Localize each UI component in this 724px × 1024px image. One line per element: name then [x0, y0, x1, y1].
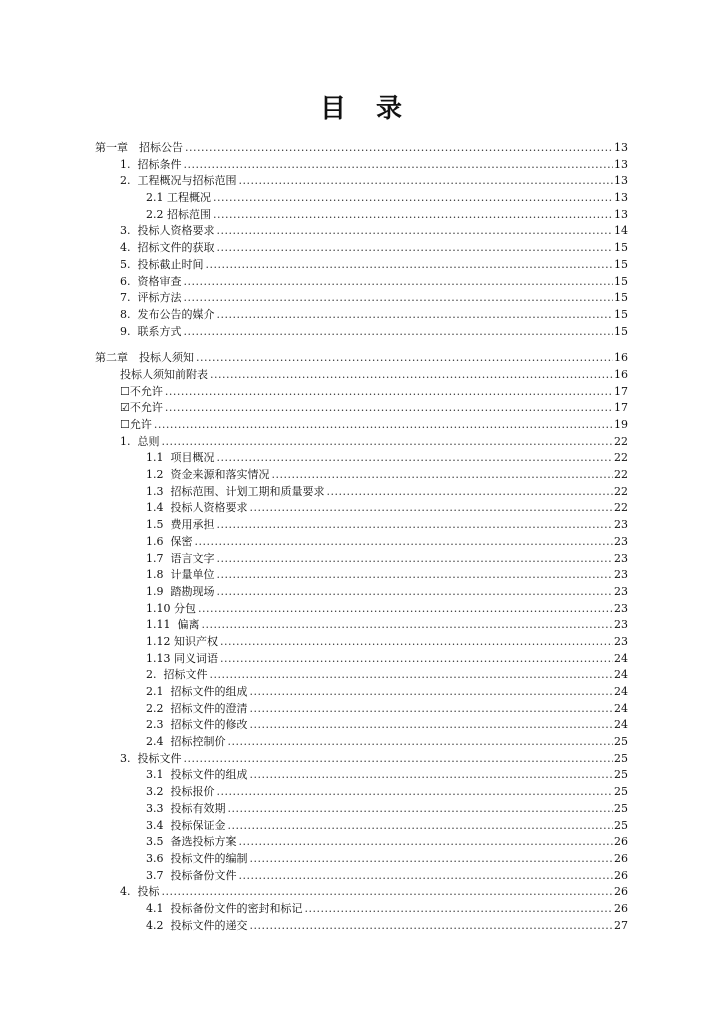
- toc-label-text: 3. 投标文件: [120, 751, 182, 765]
- toc-entry[interactable]: [120, 751, 628, 768]
- dot-leader: [206, 257, 614, 274]
- toc-label-text: 2. 招标文件: [146, 668, 208, 682]
- toc-label-text: 3.1 投标文件的组成: [146, 768, 248, 782]
- dot-leader: [250, 918, 614, 935]
- dot-leader: [272, 467, 614, 484]
- dot-leader: [217, 551, 614, 568]
- toc-label: [120, 240, 216, 257]
- dot-leader: [239, 834, 614, 851]
- toc-entry[interactable]: [120, 400, 628, 417]
- toc-label: [120, 367, 209, 384]
- toc-label-text: 1.8 计量单位: [146, 568, 215, 582]
- toc-label-text: 不允许: [129, 384, 163, 398]
- toc-label: [146, 567, 216, 584]
- toc-page-number: 13: [614, 174, 628, 188]
- toc-entry[interactable]: [146, 517, 628, 534]
- dot-leader: [217, 223, 614, 240]
- dot-leader: [184, 290, 614, 307]
- toc-page-number: 25: [614, 751, 628, 765]
- toc-label: [146, 190, 212, 207]
- toc-label: [120, 751, 183, 768]
- dot-leader: [250, 851, 614, 868]
- toc-label: 第一章 招标公告: [95, 141, 183, 154]
- toc-page-number: 23: [614, 618, 628, 632]
- toc-label-text: 1.2 资金来源和落实情况: [146, 468, 270, 482]
- toc-label: [146, 717, 249, 734]
- toc-entry[interactable]: [146, 207, 628, 224]
- toc-label: [146, 684, 249, 701]
- dot-leader: [327, 484, 614, 501]
- toc-page-number: 24: [614, 718, 628, 732]
- toc-page-number: 23: [614, 551, 628, 565]
- dot-leader: [195, 534, 614, 551]
- toc-chapter-2-items: [0, 367, 724, 934]
- toc-label: [146, 450, 216, 467]
- toc-label: [146, 207, 212, 224]
- toc-page-number: 24: [614, 668, 628, 682]
- toc-entry[interactable]: [120, 884, 628, 901]
- toc-label: [146, 868, 238, 885]
- toc-label: [120, 324, 183, 341]
- toc-label-text: 1.12 知识产权: [146, 634, 218, 648]
- toc-page-number: 23: [614, 634, 628, 648]
- toc-entry[interactable]: [120, 417, 628, 434]
- toc-entry[interactable]: [146, 190, 628, 207]
- dot-leader: [250, 717, 614, 734]
- toc-label-text: 1.5 费用承担: [146, 518, 215, 532]
- toc-label-text: 7. 评标方法: [120, 291, 182, 305]
- toc-chapter-1-items: [0, 157, 724, 341]
- toc-label: 第二章 投标人须知: [95, 351, 194, 365]
- dot-leader: [217, 784, 614, 801]
- toc-page-number: 27: [614, 918, 628, 932]
- toc-entry[interactable]: [146, 717, 628, 734]
- toc-page-number: 26: [614, 835, 628, 849]
- dot-leader: [184, 157, 614, 174]
- toc-chapter-2[interactable]: [95, 350, 628, 367]
- checkbox-icon: ☐: [120, 418, 130, 431]
- toc-page-number: 22: [614, 484, 628, 498]
- toc-entry[interactable]: [146, 818, 628, 835]
- toc-page-number: 25: [614, 785, 628, 799]
- dot-leader: [184, 274, 614, 291]
- toc-label-text: 3.2 投标报价: [146, 785, 215, 799]
- toc-page-number: 25: [614, 735, 628, 749]
- toc-label: [146, 901, 304, 918]
- dot-leader: [217, 584, 614, 601]
- checked-checkbox-icon: ☑: [120, 401, 130, 415]
- toc-label-text: 1.11 偏离: [146, 618, 200, 632]
- toc-label: [146, 634, 219, 651]
- toc-label: [146, 651, 219, 668]
- toc-page-number: 22: [614, 501, 628, 515]
- toc-label-text: 6. 资格审查: [120, 274, 182, 288]
- toc-entry[interactable]: [146, 450, 628, 467]
- toc-label-text: 1.3 招标范围、计划工期和质量要求: [146, 484, 325, 498]
- toc-page-number: 25: [614, 818, 628, 832]
- toc-label: [120, 257, 205, 274]
- toc-label-text: 2.1 工程概况: [146, 191, 211, 205]
- toc-page-number: 16: [614, 351, 628, 365]
- toc-entry[interactable]: [120, 223, 628, 240]
- toc-label-text: 1. 招标条件: [120, 157, 182, 171]
- toc-label: [146, 667, 209, 684]
- toc-entry[interactable]: [146, 734, 628, 751]
- toc-entry[interactable]: [146, 918, 628, 935]
- toc-page-number: 22: [614, 468, 628, 482]
- toc-entry[interactable]: [146, 651, 628, 668]
- toc-label-text: 3.3 投标有效期: [146, 801, 226, 815]
- toc-page-number: 17: [614, 384, 628, 398]
- dot-leader: [184, 751, 614, 768]
- toc-page-number: 23: [614, 534, 628, 548]
- toc-entry[interactable]: [146, 901, 628, 918]
- toc-label: [146, 851, 249, 868]
- toc-chapter-1[interactable]: [95, 140, 628, 157]
- dot-leader: [239, 173, 614, 190]
- toc-entry[interactable]: [146, 551, 628, 568]
- toc-label-text: 1.9 踏勘现场: [146, 584, 215, 598]
- toc-page-number: 24: [614, 651, 628, 665]
- toc-label-text: 2.3 招标文件的修改: [146, 718, 248, 732]
- toc-label-text: 3. 投标人资格要求: [120, 224, 215, 238]
- toc-label-text: 1.7 语言文字: [146, 551, 215, 565]
- toc-page-number: 13: [614, 207, 628, 221]
- toc-label-text: 2.4 招标控制价: [146, 735, 226, 749]
- toc-label-text: 不允许: [129, 401, 163, 415]
- dot-leader: [250, 767, 614, 784]
- toc-page-number: 15: [614, 291, 628, 305]
- toc-page-number: 15: [614, 257, 628, 271]
- toc-entry[interactable]: [146, 484, 628, 501]
- toc-label: [146, 484, 326, 501]
- toc-label: [146, 517, 216, 534]
- dot-leader: [162, 884, 614, 901]
- toc-label-text: 4.2 投标文件的递交: [146, 918, 248, 932]
- toc-label-text: 3.5 备选投标方案: [146, 835, 237, 849]
- toc-entry[interactable]: [120, 274, 628, 291]
- toc-entry[interactable]: [146, 834, 628, 851]
- toc-label: [146, 767, 249, 784]
- toc-page-number: 13: [614, 141, 628, 154]
- toc-entry[interactable]: [146, 567, 628, 584]
- toc-entry[interactable]: [120, 257, 628, 274]
- dot-leader: [220, 634, 613, 651]
- toc-label-text: 允许: [129, 418, 152, 431]
- toc-page-number: 26: [614, 901, 628, 915]
- dot-leader: [228, 734, 614, 751]
- dot-leader: [162, 434, 614, 451]
- dot-leader: [305, 901, 614, 918]
- toc-label: [120, 434, 161, 451]
- dot-leader: [198, 601, 613, 618]
- toc-label: [120, 173, 238, 190]
- toc-label: [146, 734, 227, 751]
- toc-page-number: 24: [614, 701, 628, 715]
- toc-label: [120, 384, 164, 401]
- toc-entry[interactable]: [120, 240, 628, 257]
- dot-leader: [239, 868, 614, 885]
- toc-page-number: 15: [614, 241, 628, 255]
- toc-label: [120, 400, 164, 417]
- dot-leader: [217, 240, 614, 257]
- toc-page-number: 24: [614, 685, 628, 698]
- toc-entry[interactable]: [120, 384, 628, 401]
- toc-page-number: 25: [614, 801, 628, 815]
- toc-label: [120, 884, 161, 901]
- toc-entry[interactable]: [120, 324, 628, 341]
- chapter-gap: [0, 340, 724, 350]
- dot-leader: [213, 190, 613, 207]
- table-of-contents: [0, 140, 724, 934]
- toc-page-number: 13: [614, 157, 628, 171]
- toc-page-number: 23: [614, 601, 628, 615]
- toc-label: [146, 918, 249, 935]
- toc-page-number: 15: [614, 307, 628, 321]
- toc-label-text: 2. 工程概况与招标范围: [120, 174, 237, 188]
- toc-entry[interactable]: [146, 634, 628, 651]
- toc-label-text: 9. 联系方式: [120, 324, 182, 338]
- toc-entry[interactable]: [146, 617, 628, 634]
- checkbox-icon: ☐: [120, 384, 130, 398]
- toc-entry[interactable]: [146, 767, 628, 784]
- toc-entry[interactable]: [146, 701, 628, 718]
- dot-leader: [213, 207, 613, 224]
- toc-page-number: 17: [614, 401, 628, 415]
- toc-label-text: 4.1 投标备份文件的密封和标记: [146, 901, 303, 915]
- dot-leader: [185, 140, 613, 157]
- toc-page-number: 13: [614, 191, 628, 205]
- toc-label-text: 1.13 同义词语: [146, 651, 218, 665]
- toc-entry[interactable]: [120, 307, 628, 324]
- toc-page-number: 14: [614, 224, 628, 238]
- toc-label: [120, 223, 216, 240]
- toc-entry[interactable]: [146, 500, 628, 517]
- toc-label: [120, 417, 153, 434]
- dot-leader: [202, 617, 614, 634]
- toc-label-text: 1.4 投标人资格要求: [146, 501, 248, 515]
- toc-label-text: 投标人须知前附表: [120, 367, 208, 381]
- toc-entry[interactable]: [120, 157, 628, 174]
- toc-page-number: 16: [614, 367, 628, 381]
- toc-page-number: 22: [614, 451, 628, 465]
- dot-leader: [228, 801, 614, 818]
- toc-entry[interactable]: [146, 801, 628, 818]
- toc-label-text: 3.6 投标文件的编制: [146, 851, 248, 865]
- toc-entry[interactable]: [146, 851, 628, 868]
- toc-entry[interactable]: [146, 667, 628, 684]
- toc-label: [146, 551, 216, 568]
- toc-page-number: 15: [614, 274, 628, 288]
- dot-leader: [154, 417, 613, 434]
- toc-label: [146, 784, 216, 801]
- dot-leader: [217, 517, 614, 534]
- dot-leader: [250, 684, 614, 701]
- toc-label: [120, 274, 183, 291]
- dot-leader: [217, 450, 614, 467]
- toc-label-text: 2.1 招标文件的组成: [146, 685, 248, 698]
- toc-page-number: 26: [614, 885, 628, 899]
- toc-entry[interactable]: [146, 868, 628, 885]
- toc-label: [146, 701, 249, 718]
- dot-leader: [228, 818, 614, 835]
- toc-label-text: 1. 总则: [120, 434, 160, 448]
- toc-label: [120, 307, 216, 324]
- dot-leader: [217, 567, 614, 584]
- toc-label: [146, 500, 249, 517]
- toc-label: [146, 467, 271, 484]
- toc-entry[interactable]: [146, 467, 628, 484]
- toc-entry[interactable]: [146, 784, 628, 801]
- toc-entry[interactable]: [120, 434, 628, 451]
- toc-label: [120, 290, 183, 307]
- toc-entry[interactable]: [146, 534, 628, 551]
- dot-leader: [210, 367, 613, 384]
- toc-label: [120, 157, 183, 174]
- toc-label: [146, 534, 194, 551]
- toc-label: [146, 834, 238, 851]
- dot-leader: [184, 324, 614, 341]
- dot-leader: [196, 350, 613, 367]
- toc-label-text: 3.7 投标备份文件: [146, 868, 237, 882]
- toc-label-text: 8. 发布公告的媒介: [120, 307, 215, 321]
- dot-leader: [165, 400, 613, 417]
- toc-entry[interactable]: [120, 290, 628, 307]
- toc-page-number: 26: [614, 868, 628, 882]
- toc-page-number: 22: [614, 434, 628, 448]
- toc-entry[interactable]: [120, 367, 628, 384]
- toc-page-number: 26: [614, 851, 628, 865]
- toc-label-text: 1.10 分包: [146, 601, 196, 615]
- dot-leader: [250, 701, 614, 718]
- toc-label-text: 1.6 保密: [146, 534, 193, 548]
- toc-page-number: 25: [614, 768, 628, 782]
- dot-leader: [165, 384, 613, 401]
- toc-label-text: 1.1 项目概况: [146, 451, 215, 465]
- toc-entry[interactable]: [146, 584, 628, 601]
- toc-page-number: 23: [614, 584, 628, 598]
- toc-page-number: 23: [614, 518, 628, 532]
- dot-leader: [220, 651, 613, 668]
- dot-leader: [210, 667, 614, 684]
- toc-entry[interactable]: [120, 173, 628, 190]
- toc-label: [146, 818, 227, 835]
- toc-label-text: 3.4 投标保证金: [146, 818, 226, 832]
- toc-label-text: 4. 投标: [120, 885, 160, 899]
- toc-label-text: 2.2 招标范围: [146, 207, 211, 221]
- dot-leader: [217, 307, 614, 324]
- toc-label: [146, 801, 227, 818]
- toc-label: [146, 584, 216, 601]
- page-title: 目 录: [319, 94, 404, 124]
- toc-page-number: 23: [614, 568, 628, 582]
- toc-label-text: 5. 投标截止时间: [120, 257, 204, 271]
- toc-page-number: 19: [614, 418, 628, 431]
- toc-label-text: 2.2 招标文件的澄清: [146, 701, 248, 715]
- toc-label-text: 4. 招标文件的获取: [120, 241, 215, 255]
- toc-page-number: 15: [614, 324, 628, 338]
- toc-entry[interactable]: [146, 684, 628, 701]
- dot-leader: [250, 500, 614, 517]
- toc-label: [146, 601, 197, 618]
- toc-entry[interactable]: [146, 601, 628, 618]
- toc-label: [146, 617, 201, 634]
